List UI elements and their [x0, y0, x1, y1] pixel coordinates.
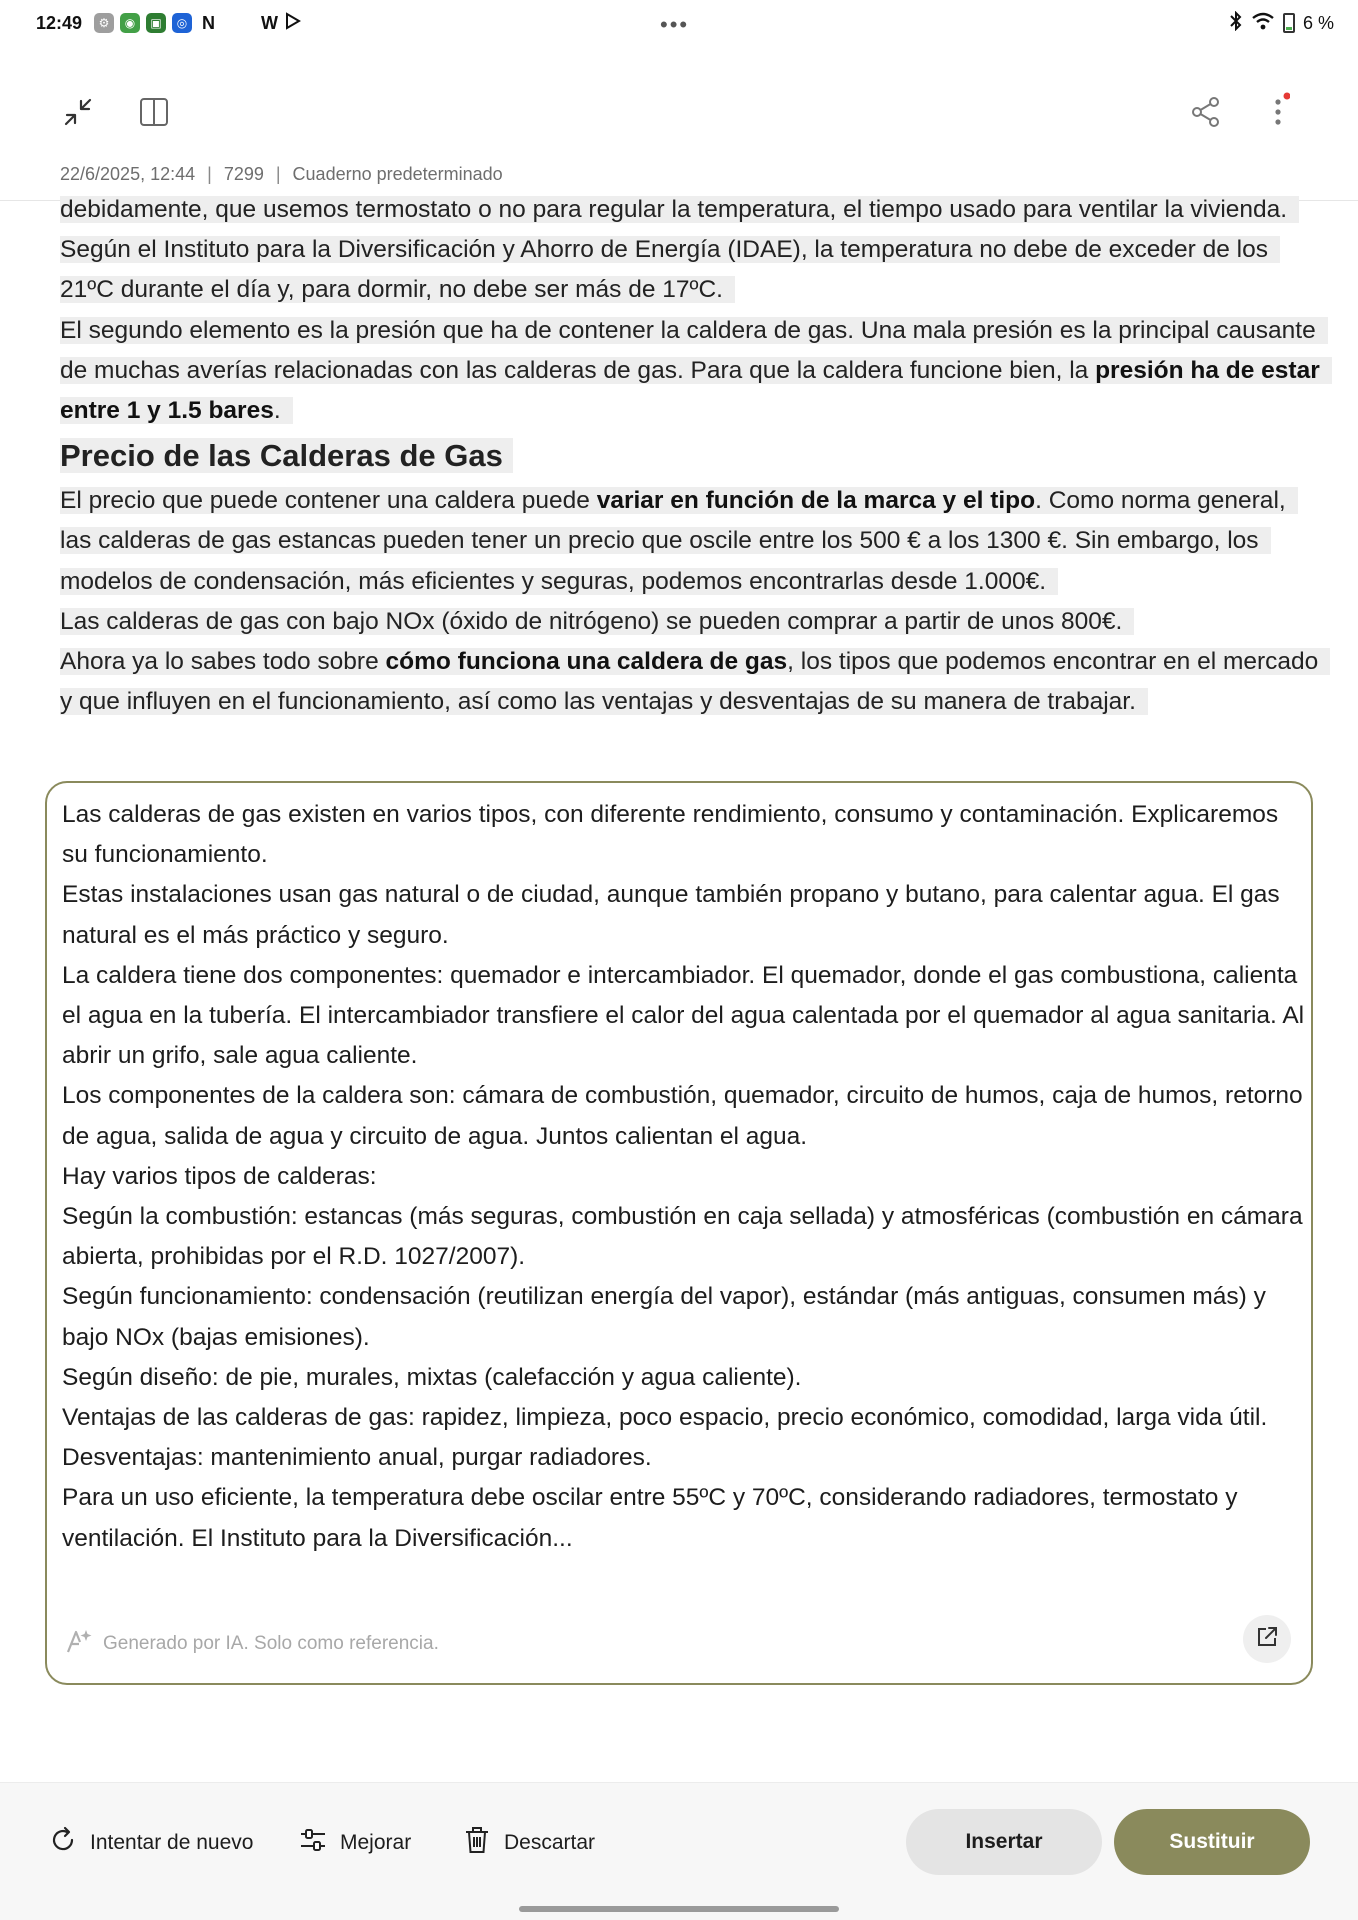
play-app-icon: [284, 12, 302, 35]
ai-paragraph: Según la combustión: estancas (más seguras, combustión en caja sellada) y atmosféricas (combustión en cámara abierta, prohibidas por el R.D. 1027/2007).: [62, 1203, 1303, 1271]
ai-paragraph: Las calderas de gas existen en varios tipos, con diferente rendimiento, consumo y contaminación. Explicaremos su funcionamiento.: [62, 801, 1279, 869]
doc-paragraph: debidamente, que usemos termostato o no para regular la temperatura, el tiempo usado para ventilar la vivienda.: [60, 196, 1299, 223]
note-toolbar: [0, 86, 1358, 142]
wifi-icon: [1251, 12, 1275, 35]
doc-heading: Precio de las Calderas de Gas: [60, 433, 1320, 479]
status-right-icons: [1229, 0, 1334, 46]
w-app-icon: W: [261, 12, 279, 33]
split-view-icon: [138, 96, 170, 133]
ai-disclaimer-text: Generado por IA. Solo como referencia.: [103, 1633, 439, 1654]
open-external-button[interactable]: [1243, 1615, 1291, 1663]
note-char-count: 7299: [223, 164, 264, 184]
retry-icon: [48, 1825, 78, 1861]
radio-app-icon: ◎: [172, 13, 192, 33]
share-button[interactable]: [1178, 86, 1234, 142]
settings-app-icon: ⚙: [94, 13, 114, 33]
more-options-icon: [1270, 92, 1290, 137]
doc-paragraph: Según el Instituto para la Diversificación y Ahorro de Energía (IDAE), la temperatura no debe de exceder de los 21ºC durante el día y, para dormir, no debe ser más de 17ºC.: [60, 236, 1280, 303]
doc-paragraph: El precio que puede contener una caldera puede variar en función de la marca y el tipo. Como norma general, las calderas de gas estancas pueden tener un precio que oscile entre los 500 € a los 1300 €. Sin embargo, los modelos de condensación, más eficientes y seguras, podemos encontrarlas desde 1.000€.: [60, 487, 1298, 594]
improve-button[interactable]: [298, 1823, 411, 1863]
discard-button[interactable]: [462, 1823, 595, 1863]
insert-button[interactable]: Insertar: [906, 1809, 1102, 1875]
ai-paragraph: Según funcionamiento: condensación (reutilizan energía del vapor), estándar (más antiguas, consumen más) y bajo NOx (bajas emisiones).: [62, 1283, 1266, 1351]
ai-sparkle-icon: [65, 1627, 93, 1661]
battery-percent: 6 %: [1302, 12, 1334, 33]
note-notebook[interactable]: Cuaderno predeterminado: [292, 164, 503, 184]
note-metadata: 22/6/2025, 12:44 | 7299 | Cuaderno predeterminado: [60, 164, 503, 184]
note-body[interactable]: [60, 190, 1320, 722]
retry-label: Intentar de nuevo: [90, 1831, 254, 1854]
split-view-button[interactable]: [126, 86, 182, 142]
doc-paragraph: El segundo elemento es la presión que ha de contener la caldera de gas. Una mala presión es la principal causante de muchas averías relacionadas con las calderas de gas. Para que la caldera funcione bien, la presión ha de estar entre 1 y 1.5 bares.: [60, 317, 1332, 424]
ai-paragraph: Ventajas de las calderas de gas: rapidez, limpieza, poco espacio, precio económico, comodidad, larga vida útil.: [62, 1404, 1268, 1432]
improve-label: Mejorar: [340, 1831, 412, 1854]
note-date: 22/6/2025, 12:44: [60, 164, 196, 184]
retry-button[interactable]: [48, 1823, 253, 1863]
bottom-action-bar: [0, 1782, 1358, 1920]
trash-icon: [462, 1825, 492, 1861]
green-square-app-icon: ▣: [146, 13, 166, 33]
green-app-icon: ◉: [120, 13, 140, 33]
discard-label: Descartar: [504, 1831, 596, 1854]
ai-paragraph: Los componentes de la caldera son: cámara de combustión, quemador, circuito de humos, caja de humos, retorno de agua, salida de agua y circuito de agua. Juntos calientan el agua.: [62, 1082, 1303, 1150]
ai-paragraph: La caldera tiene dos componentes: quemador e intercambiador. El quemador, donde el gas combustiona, calienta el agua en la tubería. El intercambiador transfiere el calor del agua calentada por el quemador al agua sanitaria. Al abrir un grifo, sale agua caliente.: [62, 961, 1305, 1070]
n-app-icon: N: [202, 12, 216, 33]
bluetooth-icon: [1229, 11, 1243, 36]
ai-paragraph: Desventajas: mantenimiento anual, purgar radiadores.: [62, 1444, 652, 1472]
doc-paragraph: Ahora ya lo sabes todo sobre cómo funciona una caldera de gas, los tipos que podemos encontrar en el mercado y que influyen en el funcionamiento, así como las ventajas y desventajas de su manera de trabajar.: [60, 648, 1330, 715]
replace-button[interactable]: Sustituir: [1114, 1809, 1310, 1875]
open-external-icon: [1255, 1625, 1279, 1654]
more-options-button[interactable]: [1252, 86, 1308, 142]
ai-paragraph: Hay varios tipos de calderas:: [62, 1162, 377, 1190]
ai-summary-text[interactable]: [62, 795, 1307, 1559]
collapse-icon: [62, 96, 94, 133]
ai-disclaimer: [65, 1627, 439, 1661]
share-icon: [1189, 95, 1223, 134]
sliders-icon: [298, 1825, 328, 1861]
ai-paragraph: Estas instalaciones usan gas natural o de ciudad, aunque también propano y butano, para calentar agua. El gas natural es el más práctico y seguro.: [62, 881, 1280, 949]
collapse-button[interactable]: [50, 86, 106, 142]
status-bar: [0, 0, 1358, 46]
ai-paragraph: Para un uso eficiente, la temperatura debe oscilar entre 55ºC y 70ºC, considerando radiadores, termostato y ventilación. El Instituto para la Diversificación...: [62, 1484, 1238, 1552]
status-app-icons: [94, 12, 302, 35]
ai-paragraph: Según diseño: de pie, murales, mixtas (calefacción y agua caliente).: [62, 1363, 802, 1391]
doc-paragraph: Las calderas de gas con bajo NOx (óxido de nitrógeno) se pueden comprar a partir de unos 800€.: [60, 608, 1134, 635]
status-time: 12:49: [36, 12, 83, 33]
home-indicator[interactable]: [519, 1906, 839, 1912]
ai-summary-card: [45, 781, 1313, 1685]
battery-icon: [1283, 13, 1295, 33]
window-handle-dots[interactable]: •••: [660, 12, 690, 37]
